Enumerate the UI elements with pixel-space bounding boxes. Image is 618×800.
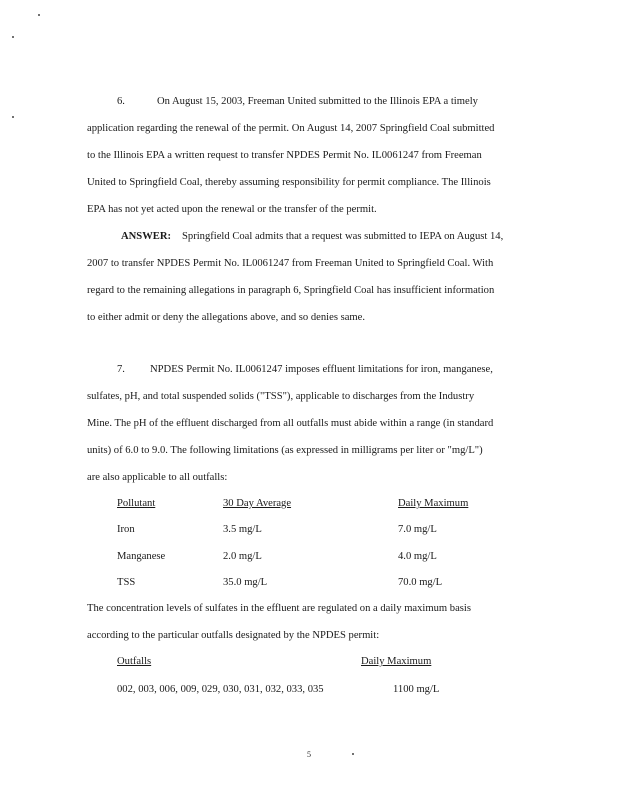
answer-label: ANSWER: — [121, 231, 172, 242]
table-cell: 002, 003, 006, 009, 029, 030, 031, 032, 033, 035 — [117, 684, 324, 695]
scan-speck — [12, 36, 14, 38]
sulfate-line: The concentration levels of sulfates in the effluent are regulated on a daily maximum basis — [87, 603, 471, 614]
answer-line: Springfield Coal admits that a request was submitted to IEPA on August 14, — [182, 231, 504, 242]
table-cell: TSS — [117, 577, 136, 588]
paragraph-7-line: sulfates, pH, and total suspended solids ("TSS"), applicable to discharges from the Industry — [87, 391, 475, 402]
table-header: Pollutant — [117, 498, 156, 509]
table-header: Daily Maximum — [361, 656, 432, 667]
page-number: 5 — [307, 750, 311, 759]
table-header: Daily Maximum — [398, 498, 469, 509]
table-header: 30 Day Average — [223, 498, 292, 509]
paragraph-6-line: application regarding the renewal of the permit. On August 14, 2007 Springfield Coal submitted — [87, 123, 495, 134]
table-cell: 7.0 mg/L — [398, 524, 437, 535]
table-cell: 3.5 mg/L — [223, 524, 262, 535]
table-cell: Manganese — [117, 551, 166, 562]
answer-line: 2007 to transfer NPDES Permit No. IL0061247 from Freeman United to Springfield Coal. With — [87, 258, 494, 269]
paragraph-6-line: United to Springfield Coal, thereby assuming responsibility for permit compliance. The Illinois — [87, 177, 491, 188]
paragraph-7-line: are also applicable to all outfalls: — [87, 472, 228, 483]
paragraph-6-number: 6. — [117, 96, 125, 107]
scan-speck — [352, 753, 354, 755]
table-cell: 70.0 mg/L — [398, 577, 443, 588]
paragraph-7-line: units) of 6.0 to 9.0. The following limitations (as expressed in milligrams per liter or "mg/L") — [87, 445, 483, 456]
table-cell: Iron — [117, 524, 135, 535]
paragraph-7-number: 7. — [117, 364, 125, 375]
table-header: Outfalls — [117, 656, 152, 667]
table-cell: 2.0 mg/L — [223, 551, 262, 562]
paragraph-7-line: NPDES Permit No. IL0061247 imposes effluent limitations for iron, manganese, — [150, 364, 493, 375]
sulfate-line: according to the particular outfalls designated by the NPDES permit: — [87, 630, 380, 641]
scan-speck — [12, 116, 14, 118]
answer-line: to either admit or deny the allegations above, and so denies same. — [87, 312, 366, 323]
paragraph-6-line: On August 15, 2003, Freeman United submitted to the Illinois EPA a timely — [157, 96, 478, 107]
paragraph-7-line: Mine. The pH of the effluent discharged from all outfalls must abide within a range (in standard — [87, 418, 494, 429]
scan-speck — [38, 14, 40, 16]
answer-line: regard to the remaining allegations in paragraph 6, Springfield Coal has insufficient information — [87, 285, 495, 296]
table-cell: 35.0 mg/L — [223, 577, 268, 588]
table-cell: 4.0 mg/L — [398, 551, 437, 562]
paragraph-6-line: EPA has not yet acted upon the renewal or the transfer of the permit. — [87, 204, 377, 215]
paragraph-6-line: to the Illinois EPA a written request to transfer NPDES Permit No. IL0061247 from Freeman — [87, 150, 482, 161]
table-cell: 1100 mg/L — [393, 684, 440, 695]
